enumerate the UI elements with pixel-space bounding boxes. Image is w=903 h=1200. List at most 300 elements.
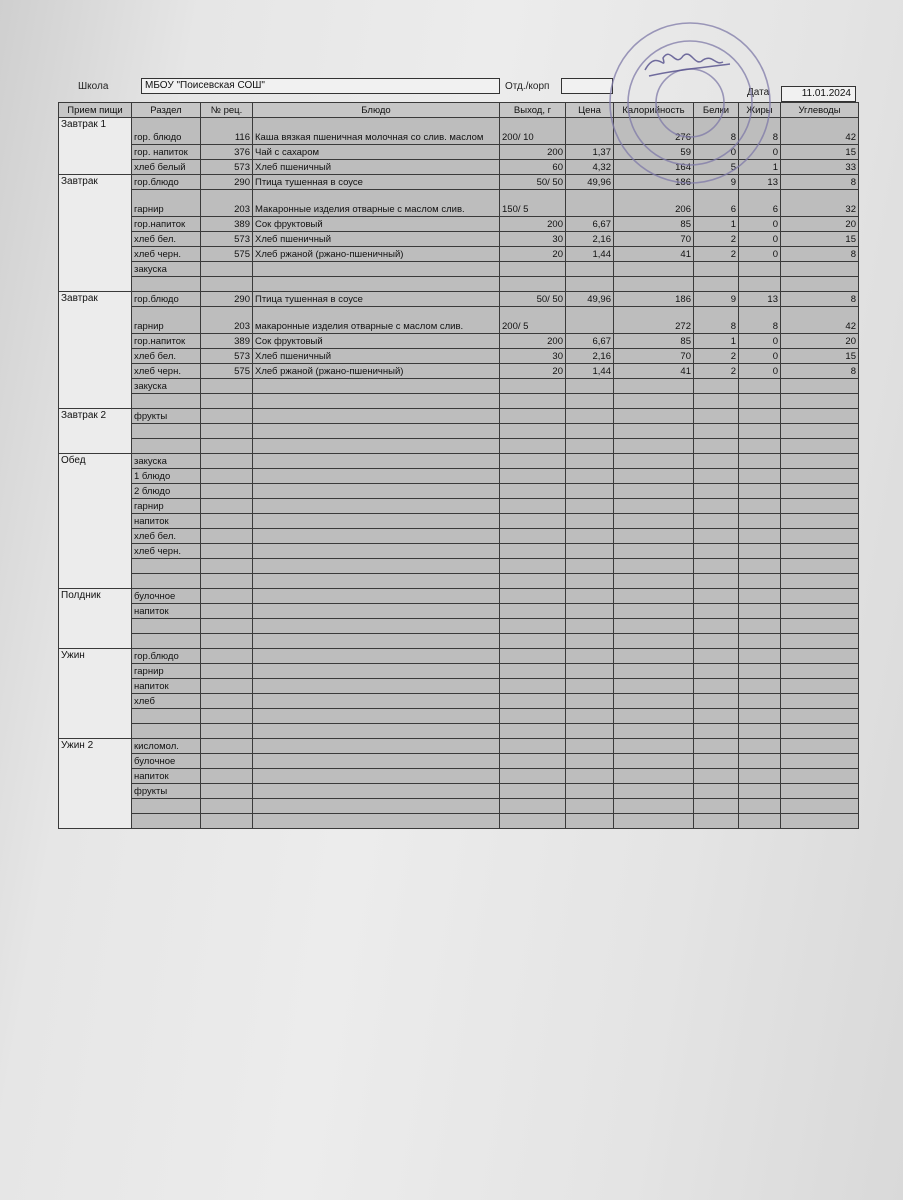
carbs-cell: 33 [781, 160, 859, 175]
table-row [59, 529, 859, 544]
protein-cell: 2 [694, 247, 739, 262]
kcal-cell [614, 469, 694, 484]
protein-cell [694, 679, 739, 694]
section-cell: булочное [132, 589, 201, 604]
section-cell: фрукты [132, 784, 201, 799]
section-cell: хлеб [132, 694, 201, 709]
fat-cell [739, 649, 781, 664]
protein-cell [694, 649, 739, 664]
table-row [59, 814, 859, 829]
dish-cell [253, 559, 500, 574]
carbs-cell [781, 409, 859, 424]
protein-cell [694, 277, 739, 292]
table-row [59, 439, 859, 454]
section-cell [132, 574, 201, 589]
recipe-cell [201, 724, 253, 739]
fat-cell: 0 [739, 334, 781, 349]
price-cell [566, 814, 614, 829]
recipe-cell [201, 634, 253, 649]
price-cell [566, 739, 614, 754]
kcal-cell [614, 664, 694, 679]
kcal-cell [614, 277, 694, 292]
meal-cell: Завтрак [59, 292, 132, 409]
price-cell [566, 409, 614, 424]
fat-cell [739, 409, 781, 424]
recipe-cell [201, 784, 253, 799]
output-cell [500, 739, 566, 754]
dish-cell: Чай с сахаром [253, 145, 500, 160]
recipe-cell: 290 [201, 175, 253, 190]
output-cell [500, 514, 566, 529]
fat-cell: 6 [739, 190, 781, 217]
carbs-cell [781, 664, 859, 679]
output-cell [500, 589, 566, 604]
fat-cell [739, 589, 781, 604]
date-field: 11.01.2024 [781, 86, 856, 102]
fat-cell [739, 262, 781, 277]
output-cell [500, 649, 566, 664]
kcal-cell: 70 [614, 349, 694, 364]
section-cell: гарнир [132, 190, 201, 217]
protein-cell: 9 [694, 292, 739, 307]
protein-cell [694, 469, 739, 484]
recipe-cell [201, 739, 253, 754]
kcal-cell [614, 769, 694, 784]
price-cell [566, 424, 614, 439]
output-cell [500, 469, 566, 484]
section-cell: гор. напиток [132, 145, 201, 160]
fat-cell [739, 544, 781, 559]
output-cell: 50/ 50 [500, 175, 566, 190]
output-cell [500, 619, 566, 634]
column-header: № рец. [201, 103, 253, 118]
carbs-cell [781, 634, 859, 649]
price-cell: 49,96 [566, 292, 614, 307]
recipe-cell [201, 424, 253, 439]
meal-cell: Завтрак 2 [59, 409, 132, 454]
kcal-cell [614, 679, 694, 694]
section-cell [132, 709, 201, 724]
kcal-cell [614, 634, 694, 649]
table-row [59, 217, 859, 232]
table-row [59, 247, 859, 262]
carbs-cell [781, 469, 859, 484]
recipe-cell [201, 529, 253, 544]
price-cell [566, 679, 614, 694]
output-cell: 20 [500, 247, 566, 262]
recipe-cell [201, 694, 253, 709]
meal-cell: Ужин [59, 649, 132, 739]
price-cell [566, 664, 614, 679]
carbs-cell [781, 529, 859, 544]
dish-cell [253, 604, 500, 619]
fat-cell [739, 769, 781, 784]
recipe-cell [201, 484, 253, 499]
price-cell: 4,32 [566, 160, 614, 175]
school-label: Школа [78, 81, 109, 92]
fat-cell [739, 439, 781, 454]
carbs-cell [781, 649, 859, 664]
recipe-cell [201, 664, 253, 679]
protein-cell: 1 [694, 334, 739, 349]
protein-cell: 6 [694, 190, 739, 217]
output-cell [500, 454, 566, 469]
fat-cell [739, 739, 781, 754]
table-row [59, 409, 859, 424]
recipe-cell: 389 [201, 217, 253, 232]
recipe-cell: 575 [201, 364, 253, 379]
carbs-cell [781, 262, 859, 277]
output-cell [500, 277, 566, 292]
section-cell: булочное [132, 754, 201, 769]
kcal-cell [614, 379, 694, 394]
kcal-cell: 41 [614, 364, 694, 379]
recipe-cell: 389 [201, 334, 253, 349]
table-row [59, 544, 859, 559]
dish-cell: Каша вязкая пшеничная молочная со слив. маслом [253, 118, 500, 145]
carbs-cell [781, 589, 859, 604]
price-cell [566, 484, 614, 499]
table-row [59, 574, 859, 589]
carbs-cell: 42 [781, 118, 859, 145]
section-cell: закуска [132, 262, 201, 277]
dish-cell [253, 424, 500, 439]
column-header: Выход, г [500, 103, 566, 118]
output-cell: 60 [500, 160, 566, 175]
carbs-cell [781, 604, 859, 619]
meal-cell: Завтрак 1 [59, 118, 132, 175]
section-cell [132, 394, 201, 409]
section-cell: гор. блюдо [132, 118, 201, 145]
kcal-cell [614, 439, 694, 454]
recipe-cell [201, 709, 253, 724]
carbs-cell [781, 394, 859, 409]
protein-cell [694, 484, 739, 499]
carbs-cell [781, 679, 859, 694]
protein-cell: 0 [694, 145, 739, 160]
section-cell [132, 439, 201, 454]
output-cell [500, 604, 566, 619]
protein-cell [694, 619, 739, 634]
dish-cell [253, 262, 500, 277]
dish-cell [253, 454, 500, 469]
section-cell: гор.напиток [132, 217, 201, 232]
fat-cell [739, 454, 781, 469]
output-cell [500, 634, 566, 649]
kcal-cell [614, 544, 694, 559]
table-row [59, 649, 859, 664]
carbs-cell: 20 [781, 334, 859, 349]
recipe-cell [201, 409, 253, 424]
table-row [59, 619, 859, 634]
dish-cell [253, 277, 500, 292]
section-cell: 2 блюдо [132, 484, 201, 499]
dept-field [561, 78, 613, 94]
kcal-cell [614, 649, 694, 664]
protein-cell [694, 769, 739, 784]
fat-cell: 8 [739, 118, 781, 145]
output-cell [500, 574, 566, 589]
fat-cell [739, 484, 781, 499]
kcal-cell [614, 604, 694, 619]
table-row [59, 277, 859, 292]
table-row [59, 334, 859, 349]
column-header: Раздел [132, 103, 201, 118]
carbs-cell [781, 544, 859, 559]
carbs-cell: 8 [781, 364, 859, 379]
recipe-cell [201, 394, 253, 409]
dish-cell [253, 589, 500, 604]
protein-cell [694, 814, 739, 829]
dish-cell: Хлеб ржаной (ржано-пшеничный) [253, 364, 500, 379]
section-cell: хлеб бел. [132, 529, 201, 544]
recipe-cell [201, 379, 253, 394]
dish-cell: Хлеб ржаной (ржано-пшеничный) [253, 247, 500, 262]
recipe-cell [201, 454, 253, 469]
dish-cell: макаронные изделия отварные с маслом слив. [253, 307, 500, 334]
table-row [59, 454, 859, 469]
protein-cell: 2 [694, 232, 739, 247]
output-cell [500, 484, 566, 499]
protein-cell [694, 724, 739, 739]
carbs-cell [781, 784, 859, 799]
dish-cell [253, 439, 500, 454]
output-cell [500, 784, 566, 799]
fat-cell [739, 604, 781, 619]
carbs-cell: 15 [781, 232, 859, 247]
table-row [59, 679, 859, 694]
price-cell [566, 277, 614, 292]
fat-cell: 0 [739, 349, 781, 364]
price-cell [566, 769, 614, 784]
table-row [59, 559, 859, 574]
kcal-cell [614, 262, 694, 277]
recipe-cell [201, 574, 253, 589]
price-cell: 2,16 [566, 232, 614, 247]
carbs-cell [781, 754, 859, 769]
fat-cell: 8 [739, 307, 781, 334]
column-header: Белки [694, 103, 739, 118]
price-cell [566, 694, 614, 709]
fat-cell [739, 694, 781, 709]
fat-cell: 0 [739, 217, 781, 232]
protein-cell [694, 379, 739, 394]
kcal-cell: 186 [614, 292, 694, 307]
carbs-cell: 15 [781, 145, 859, 160]
output-cell [500, 679, 566, 694]
recipe-cell [201, 679, 253, 694]
carbs-cell [781, 619, 859, 634]
dish-cell [253, 799, 500, 814]
price-cell [566, 634, 614, 649]
kcal-cell: 41 [614, 247, 694, 262]
price-cell [566, 499, 614, 514]
kcal-cell [614, 724, 694, 739]
protein-cell [694, 529, 739, 544]
recipe-cell: 573 [201, 232, 253, 247]
price-cell: 1,44 [566, 247, 614, 262]
dish-cell [253, 409, 500, 424]
output-cell [500, 799, 566, 814]
fat-cell: 0 [739, 247, 781, 262]
price-cell [566, 190, 614, 217]
output-cell: 200 [500, 145, 566, 160]
carbs-cell [781, 514, 859, 529]
table-row [59, 307, 859, 334]
output-cell [500, 769, 566, 784]
kcal-cell [614, 739, 694, 754]
price-cell [566, 754, 614, 769]
kcal-cell: 59 [614, 145, 694, 160]
kcal-cell [614, 499, 694, 514]
section-cell: напиток [132, 769, 201, 784]
recipe-cell: 203 [201, 190, 253, 217]
recipe-cell [201, 262, 253, 277]
output-cell [500, 694, 566, 709]
meal-cell: Ужин 2 [59, 739, 132, 829]
kcal-cell: 70 [614, 232, 694, 247]
price-cell [566, 724, 614, 739]
section-cell: хлеб черн. [132, 247, 201, 262]
fat-cell [739, 664, 781, 679]
dish-cell [253, 529, 500, 544]
recipe-cell: 376 [201, 145, 253, 160]
section-cell [132, 277, 201, 292]
price-cell [566, 262, 614, 277]
kcal-cell: 85 [614, 334, 694, 349]
output-cell [500, 664, 566, 679]
fat-cell [739, 724, 781, 739]
kcal-cell [614, 454, 694, 469]
column-header: Углеводы [781, 103, 859, 118]
output-cell: 200/ 5 [500, 307, 566, 334]
column-header: Жиры [739, 103, 781, 118]
table-row [59, 424, 859, 439]
carbs-cell [781, 724, 859, 739]
recipe-cell [201, 649, 253, 664]
section-cell: гор.блюдо [132, 649, 201, 664]
output-cell [500, 814, 566, 829]
price-cell [566, 574, 614, 589]
dish-cell [253, 709, 500, 724]
carbs-cell: 42 [781, 307, 859, 334]
protein-cell [694, 589, 739, 604]
kcal-cell [614, 784, 694, 799]
protein-cell [694, 604, 739, 619]
section-cell: хлеб белый [132, 160, 201, 175]
protein-cell [694, 454, 739, 469]
protein-cell: 8 [694, 307, 739, 334]
section-cell: напиток [132, 679, 201, 694]
protein-cell [694, 394, 739, 409]
price-cell [566, 784, 614, 799]
dish-cell [253, 694, 500, 709]
dish-cell [253, 544, 500, 559]
output-cell: 20 [500, 364, 566, 379]
fat-cell [739, 754, 781, 769]
price-cell [566, 469, 614, 484]
recipe-cell [201, 814, 253, 829]
protein-cell [694, 709, 739, 724]
output-cell: 30 [500, 232, 566, 247]
output-cell: 200 [500, 334, 566, 349]
dish-cell [253, 724, 500, 739]
price-cell: 49,96 [566, 175, 614, 190]
section-cell: напиток [132, 514, 201, 529]
dish-cell: Сок фруктовый [253, 334, 500, 349]
fat-cell [739, 709, 781, 724]
protein-cell: 9 [694, 175, 739, 190]
price-cell [566, 589, 614, 604]
recipe-cell: 290 [201, 292, 253, 307]
carbs-cell: 32 [781, 190, 859, 217]
table-row [59, 634, 859, 649]
fat-cell [739, 679, 781, 694]
dish-cell [253, 499, 500, 514]
fat-cell [739, 514, 781, 529]
dish-cell [253, 634, 500, 649]
kcal-cell [614, 514, 694, 529]
output-cell: 50/ 50 [500, 292, 566, 307]
dish-cell [253, 574, 500, 589]
protein-cell [694, 799, 739, 814]
protein-cell [694, 739, 739, 754]
dish-cell: Хлеб пшеничный [253, 160, 500, 175]
price-cell [566, 709, 614, 724]
output-cell [500, 559, 566, 574]
section-cell: напиток [132, 604, 201, 619]
recipe-cell [201, 469, 253, 484]
dish-cell: Птица тушенная в соусе [253, 292, 500, 307]
fat-cell [739, 784, 781, 799]
carbs-cell [781, 277, 859, 292]
section-cell: кисломол. [132, 739, 201, 754]
dish-cell [253, 619, 500, 634]
section-cell: фрукты [132, 409, 201, 424]
section-cell: гор.блюдо [132, 175, 201, 190]
section-cell: хлеб бел. [132, 232, 201, 247]
fat-cell: 13 [739, 175, 781, 190]
meal-cell: Завтрак [59, 175, 132, 292]
carbs-cell [781, 739, 859, 754]
protein-cell [694, 634, 739, 649]
protein-cell [694, 409, 739, 424]
table-row [59, 694, 859, 709]
protein-cell [694, 514, 739, 529]
output-cell [500, 409, 566, 424]
protein-cell [694, 262, 739, 277]
dish-cell: Птица тушенная в соусе [253, 175, 500, 190]
price-cell [566, 118, 614, 145]
fat-cell: 0 [739, 232, 781, 247]
output-cell [500, 394, 566, 409]
fat-cell [739, 814, 781, 829]
table-row [59, 709, 859, 724]
dish-cell: Хлеб пшеничный [253, 349, 500, 364]
kcal-cell: 85 [614, 217, 694, 232]
protein-cell [694, 574, 739, 589]
fat-cell [739, 424, 781, 439]
section-cell: гор.напиток [132, 334, 201, 349]
kcal-cell [614, 709, 694, 724]
dish-cell [253, 769, 500, 784]
dish-cell [253, 394, 500, 409]
output-cell [500, 424, 566, 439]
output-cell: 30 [500, 349, 566, 364]
carbs-cell [781, 574, 859, 589]
protein-cell [694, 439, 739, 454]
carbs-cell [781, 379, 859, 394]
